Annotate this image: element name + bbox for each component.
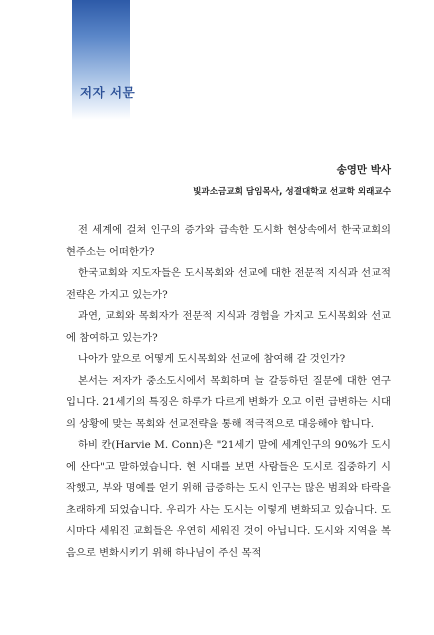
paragraph: 전 세계에 걸쳐 인구의 증가와 급속한 도시화 현상속에서 한국교회의 현주소는 어떠한가?: [66, 224, 391, 258]
author-block: [193, 163, 391, 198]
paragraph: 본서는 저자가 중소도시에서 목회하며 늘 갈등하던 질문에 대한 연구입니다. 21세기의 특징은 하루가 다르게 변화가 오고 이런 급변하는 시대의 상황에 맞는 목회와 선교전략을 통해 적극적으로 대응해야 합니다.: [66, 374, 391, 430]
preface-body: [66, 220, 391, 564]
section-title: 저자 서문: [80, 85, 136, 100]
author-name: 송영만 박사: [336, 164, 391, 176]
paragraph: 한국교회와 지도자들은 도시목회와 선교에 대한 전문적 지식과 선교적 전략은 가지고 있는가?: [66, 267, 391, 301]
paragraph: 과연, 교회와 목회자가 전문적 지식과 경험을 가지고 도시목회와 선교에 참여하고 있는가?: [66, 310, 391, 344]
author-affiliation: 빛과소금교회 담임목사, 성결대학교 선교학 외래교수: [193, 187, 391, 197]
header-color-band: [72, 0, 130, 120]
paragraph: 하비 칸(Harvie M. Conn)은 "21세기 말에 세계인구의 90%가 도시에 산다"고 말하였습니다. 현 시대를 보면 사람들은 도시로 집중하기 시작했고, 부와 명예를 얻기 위해 급증하는 도시 인구는 많은 범죄와 타락을 초래하게 되었습니다. 우리가 사는 도시는 이렇게 변화되고 있습니다. 도시마다 세워진 교회들은 우연히 세워진 것이 아닙니다. 도시와 지역을 복음으로 변화시키기 위해 하나님이 주신 목적: [66, 439, 391, 559]
paragraph: 나아가 앞으로 어떻게 도시목회와 선교에 참여해 갈 것인가?: [78, 353, 346, 365]
